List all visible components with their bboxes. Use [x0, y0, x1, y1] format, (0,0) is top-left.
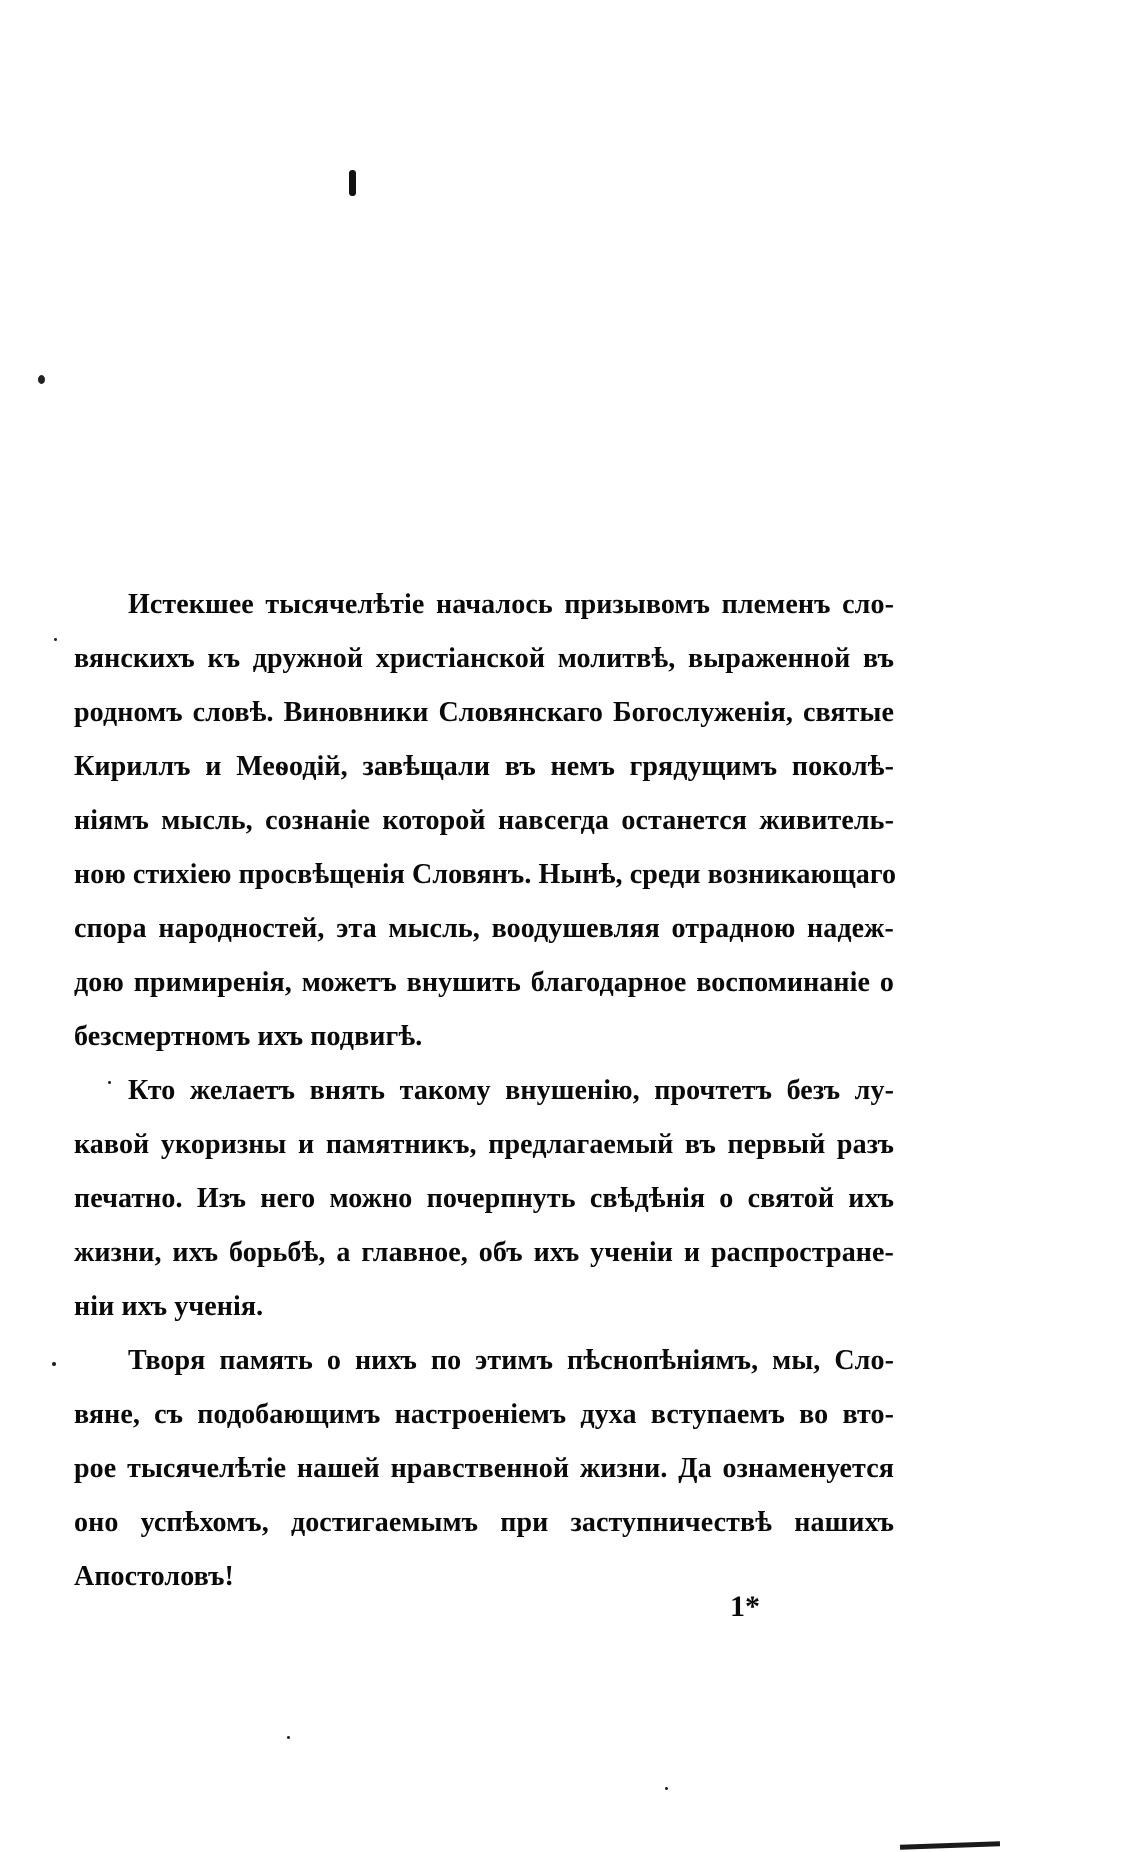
scan-edge	[900, 1841, 1000, 1849]
text-line: Истекшее тысячелѣтіе началось призывомъ племенъ сло-	[128, 589, 894, 620]
ink-speck	[38, 375, 45, 384]
text-line: оно успѣхомъ, достигаемымъ при заступничествѣ нашихъ	[74, 1507, 894, 1538]
text-line: дою примиренія, можетъ внушить благодарное воспоминаніе о	[74, 967, 894, 998]
paragraph	[74, 1334, 894, 1604]
paragraph	[74, 1064, 894, 1334]
text-line: вяне, съ подобающимъ настроеніемъ духа вступаемъ во вто-	[74, 1399, 894, 1430]
ink-speck	[287, 1736, 290, 1739]
text-line: безсмертномъ ихъ подвигѣ.	[74, 1021, 423, 1052]
signature-mark: 1*	[730, 1590, 760, 1623]
text-line: кавой укоризны и памятникъ, предлагаемый въ первый разъ	[74, 1129, 894, 1160]
text-line: родномъ словѣ. Виновники Словянскаго Богослуженія, святые	[74, 697, 894, 728]
ink-speck	[665, 1787, 668, 1790]
text-line: Апостоловъ!	[74, 1561, 234, 1592]
text-line: ніямъ мысль, сознаніе которой навсегда останется живитель-	[74, 805, 894, 836]
paragraph	[74, 578, 897, 1064]
text-line: печатно. Изъ него можно почерпнуть свѣдѣнія о святой ихъ	[74, 1183, 894, 1214]
ink-mark	[349, 170, 356, 196]
text-line: ніи ихъ ученія.	[74, 1291, 264, 1322]
text-line: рое тысячелѣтіе нашей нравственной жизни. Да ознаменуется	[74, 1453, 894, 1484]
ink-speck	[54, 638, 57, 641]
text-line: вянскихъ къ дружной христіанской молитвѣ, выраженной въ	[74, 643, 894, 674]
text-line: спора народностей, эта мысль, воодушевляя отрадною надеж-	[74, 913, 894, 944]
text-line: жизни, ихъ борьбѣ, а главное, объ ихъ ученіи и распростране-	[74, 1237, 894, 1268]
ink-speck	[52, 1362, 56, 1366]
text-line: Творя память о нихъ по этимъ пѣснопѣніямъ, мы, Сло-	[128, 1345, 894, 1376]
text-line: ною стихіею просвѣщенія Словянъ. Нынѣ, среди возникающаго	[74, 859, 897, 890]
text-line: Кто желаетъ внять такому внушенію, прочтетъ безъ лу-	[128, 1075, 894, 1106]
text-line: Кириллъ и Меѳодій, завѣщали въ немъ грядущимъ поколѣ-	[74, 751, 894, 782]
main-text	[74, 578, 897, 1604]
